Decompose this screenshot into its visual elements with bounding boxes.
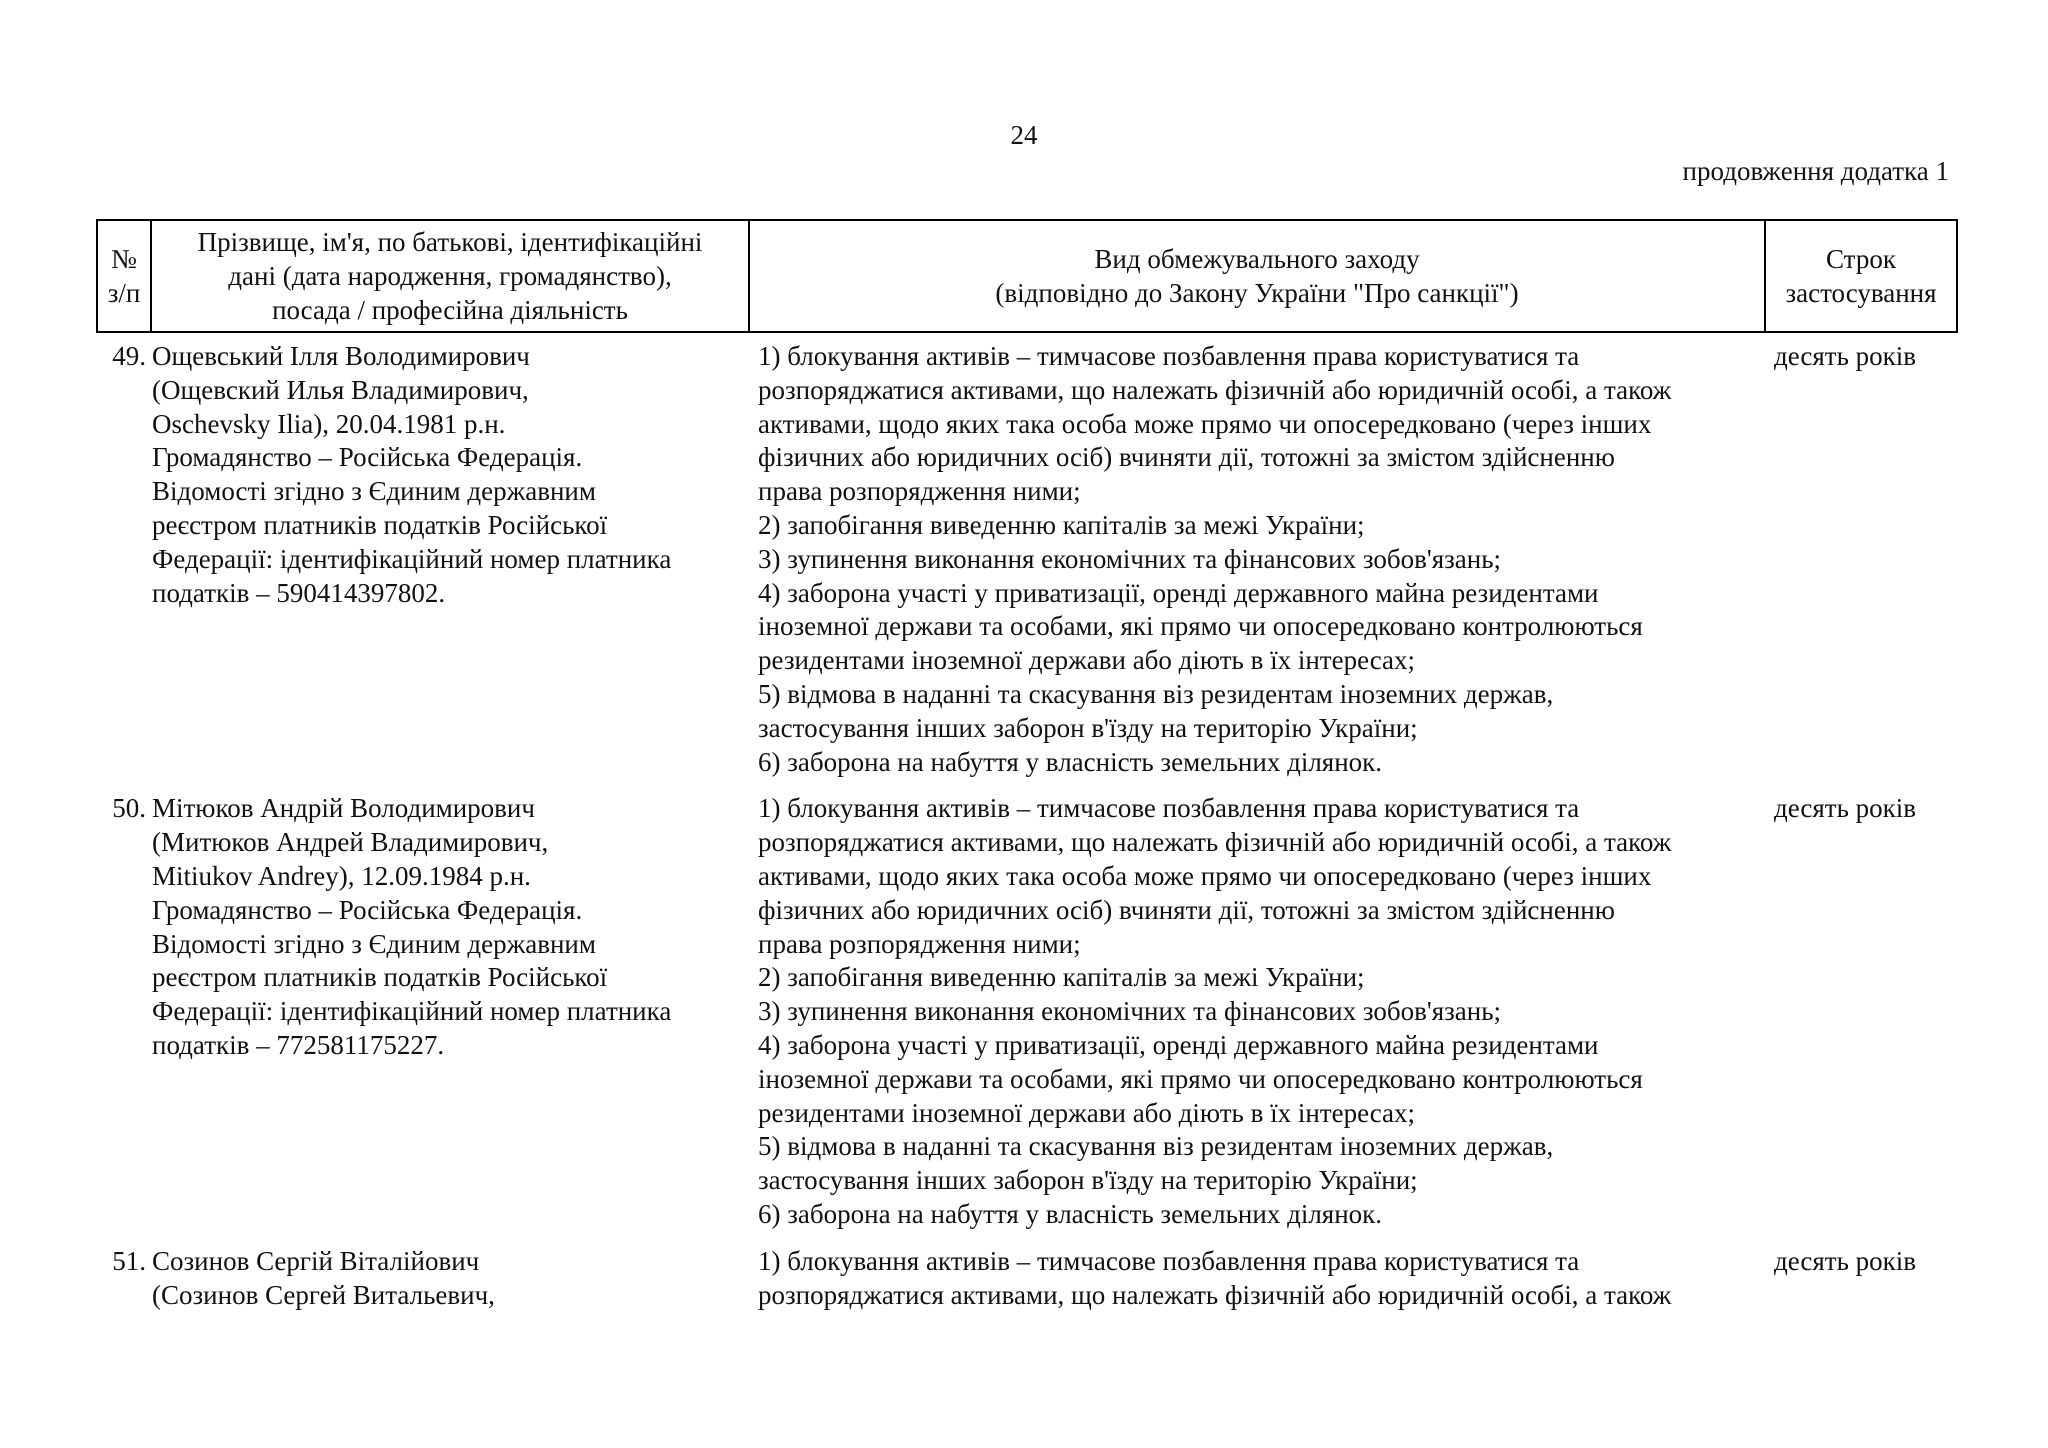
person-details-line: податків – 590414397802. [152,577,446,608]
header-name-line: посада / професійна діяльність [272,295,628,325]
person-details-line: Федерації: ідентифікаційний номер платника [152,543,672,574]
restrictive-measure-line: іноземної держави та особами, які прямо чи опосередковано контролюються [758,1063,1643,1094]
restrictive-measures [748,792,1764,1231]
restrictive-measure-line: 1) блокування активів – тимчасове позбавлення права користуватися та [758,1245,1580,1276]
header-term-line: застосування [1785,278,1937,308]
person-details-line: Відомості згідно з Єдиним державним [152,476,596,507]
person-details-line: Mitiukov Andrey), 12.09.1984 р.н. [152,860,531,891]
header-name-line: дані (дата народження, громадянство), [228,261,672,291]
restrictive-measure-line: розпоряджатися активами, що належать фізичній або юридичній особі, а також [758,1279,1672,1310]
restrictive-measure-line: активами, щодо яких така особа може прямо чи опосередковано (через інших [758,860,1652,891]
person-details-line: (Митюков Андрей Владимирович, [152,827,549,858]
table-row [96,340,1958,779]
restrictive-measure-line: активами, щодо яких така особа може прямо чи опосередковано (через інших [758,408,1652,439]
person-details-line: Созинов Сергій Віталійович [152,1245,480,1276]
sanction-term: десять років [1774,1245,1917,1276]
table-header [96,219,1958,333]
restrictive-measure-line: 3) зупинення виконання економічних та фінансових зобов'язань; [758,996,1502,1027]
person-details [152,340,748,779]
row-number: 51. [112,1245,146,1276]
restrictive-measure-line: 6) заборона на набуття у власність земельних ділянок. [758,1198,1383,1229]
header-measure-line: (відповідно до Закону України "Про санкції") [995,278,1519,308]
person-details-line: Ощевський Ілля Володимирович [152,341,530,371]
header-name-line: Прізвище, ім'я, по батькові, ідентифікаційні [197,227,703,257]
restrictive-measure-line: іноземної держави та особами, які прямо чи опосередковано контролюються [758,611,1643,642]
restrictive-measure-line: 4) заборона участі у приватизації, оренді державного майна резидентами [758,577,1599,608]
restrictive-measure-line: фізичних або юридичних осіб) вчиняти дії, тотожні за змістом здійсненню [758,442,1615,473]
restrictive-measure-line: розпоряджатися активами, що належать фізичній або юридичній особі, а також [758,827,1672,858]
continuation-note: продовження додатка 1 [1682,156,1949,186]
restrictive-measures [748,1245,1764,1313]
restrictive-measure-line: 4) заборона участі у приватизації, оренді державного майна резидентами [758,1029,1599,1060]
restrictive-measure-line: 1) блокування активів – тимчасове позбавлення права користуватися та [758,793,1580,824]
page-number: 24 [1010,120,1038,150]
person-details-line: реєстром платників податків Російської [152,962,608,993]
table-row [96,1245,1958,1313]
restrictive-measures [748,340,1764,779]
restrictive-measure-line: права розпорядження ними; [758,476,1081,507]
sanction-term: десять років [1774,793,1917,824]
table-body [96,340,1958,1325]
restrictive-measure-line: застосування інших заборон в'їзду на територію України; [758,712,1418,743]
person-details-line: (Ощевский Илья Владимирович, [152,374,529,405]
row-number: 50. [112,793,146,824]
person-details [152,792,748,1231]
header-number-line: з/п [107,278,141,308]
person-details-line: реєстром платників податків Російської [152,509,608,540]
header-number-line: № [111,244,137,274]
restrictive-measure-line: 1) блокування активів – тимчасове позбавлення права користуватися та [758,341,1580,371]
restrictive-measure-line: права розпорядження ними; [758,928,1081,959]
header-term [1766,221,1956,331]
person-details-line: Федерації: ідентифікаційний номер платника [152,996,672,1027]
header-name [152,221,750,331]
person-details-line: Відомості згідно з Єдиним державним [152,928,596,959]
restrictive-measure-line: фізичних або юридичних осіб) вчиняти дії, тотожні за змістом здійсненню [758,894,1615,925]
header-term-line: Строк [1826,244,1896,274]
restrictive-measure-line: резидентами іноземної держави або діють в їх інтересах; [758,645,1416,676]
person-details-line: Громадянство – Російська Федерація. [152,894,583,925]
row-number: 49. [112,341,146,371]
restrictive-measure-line: 6) заборона на набуття у власність земельних ділянок. [758,746,1383,777]
table-row [96,792,1958,1231]
person-details-line: Громадянство – Російська Федерація. [152,442,583,473]
sanction-term: десять років [1774,341,1917,371]
person-details-line: Oschevsky Ilia), 20.04.1981 р.н. [152,408,506,439]
header-measure-line: Вид обмежувального заходу [1094,244,1420,274]
header-number [98,221,152,331]
restrictive-measure-line: 5) відмова в наданні та скасування віз резидентам іноземних держав, [758,1131,1554,1162]
header-measure [750,221,1766,331]
person-details-line: податків – 772581175227. [152,1029,445,1060]
restrictive-measure-line: розпоряджатися активами, що належать фізичній або юридичній особі, а також [758,374,1672,405]
restrictive-measure-line: 2) запобігання виведенню капіталів за межі України; [758,962,1365,993]
person-details-line: Мітюков Андрій Володимирович [152,793,535,824]
person-details [152,1245,748,1313]
restrictive-measure-line: 3) зупинення виконання економічних та фінансових зобов'язань; [758,543,1502,574]
restrictive-measure-line: 5) відмова в наданні та скасування віз резидентам іноземних держав, [758,678,1554,709]
person-details-line: (Созинов Сергей Витальевич, [152,1279,495,1310]
restrictive-measure-line: 2) запобігання виведенню капіталів за межі України; [758,509,1365,540]
restrictive-measure-line: застосування інших заборон в'їзду на територію України; [758,1165,1418,1196]
restrictive-measure-line: резидентами іноземної держави або діють в їх інтересах; [758,1097,1416,1128]
